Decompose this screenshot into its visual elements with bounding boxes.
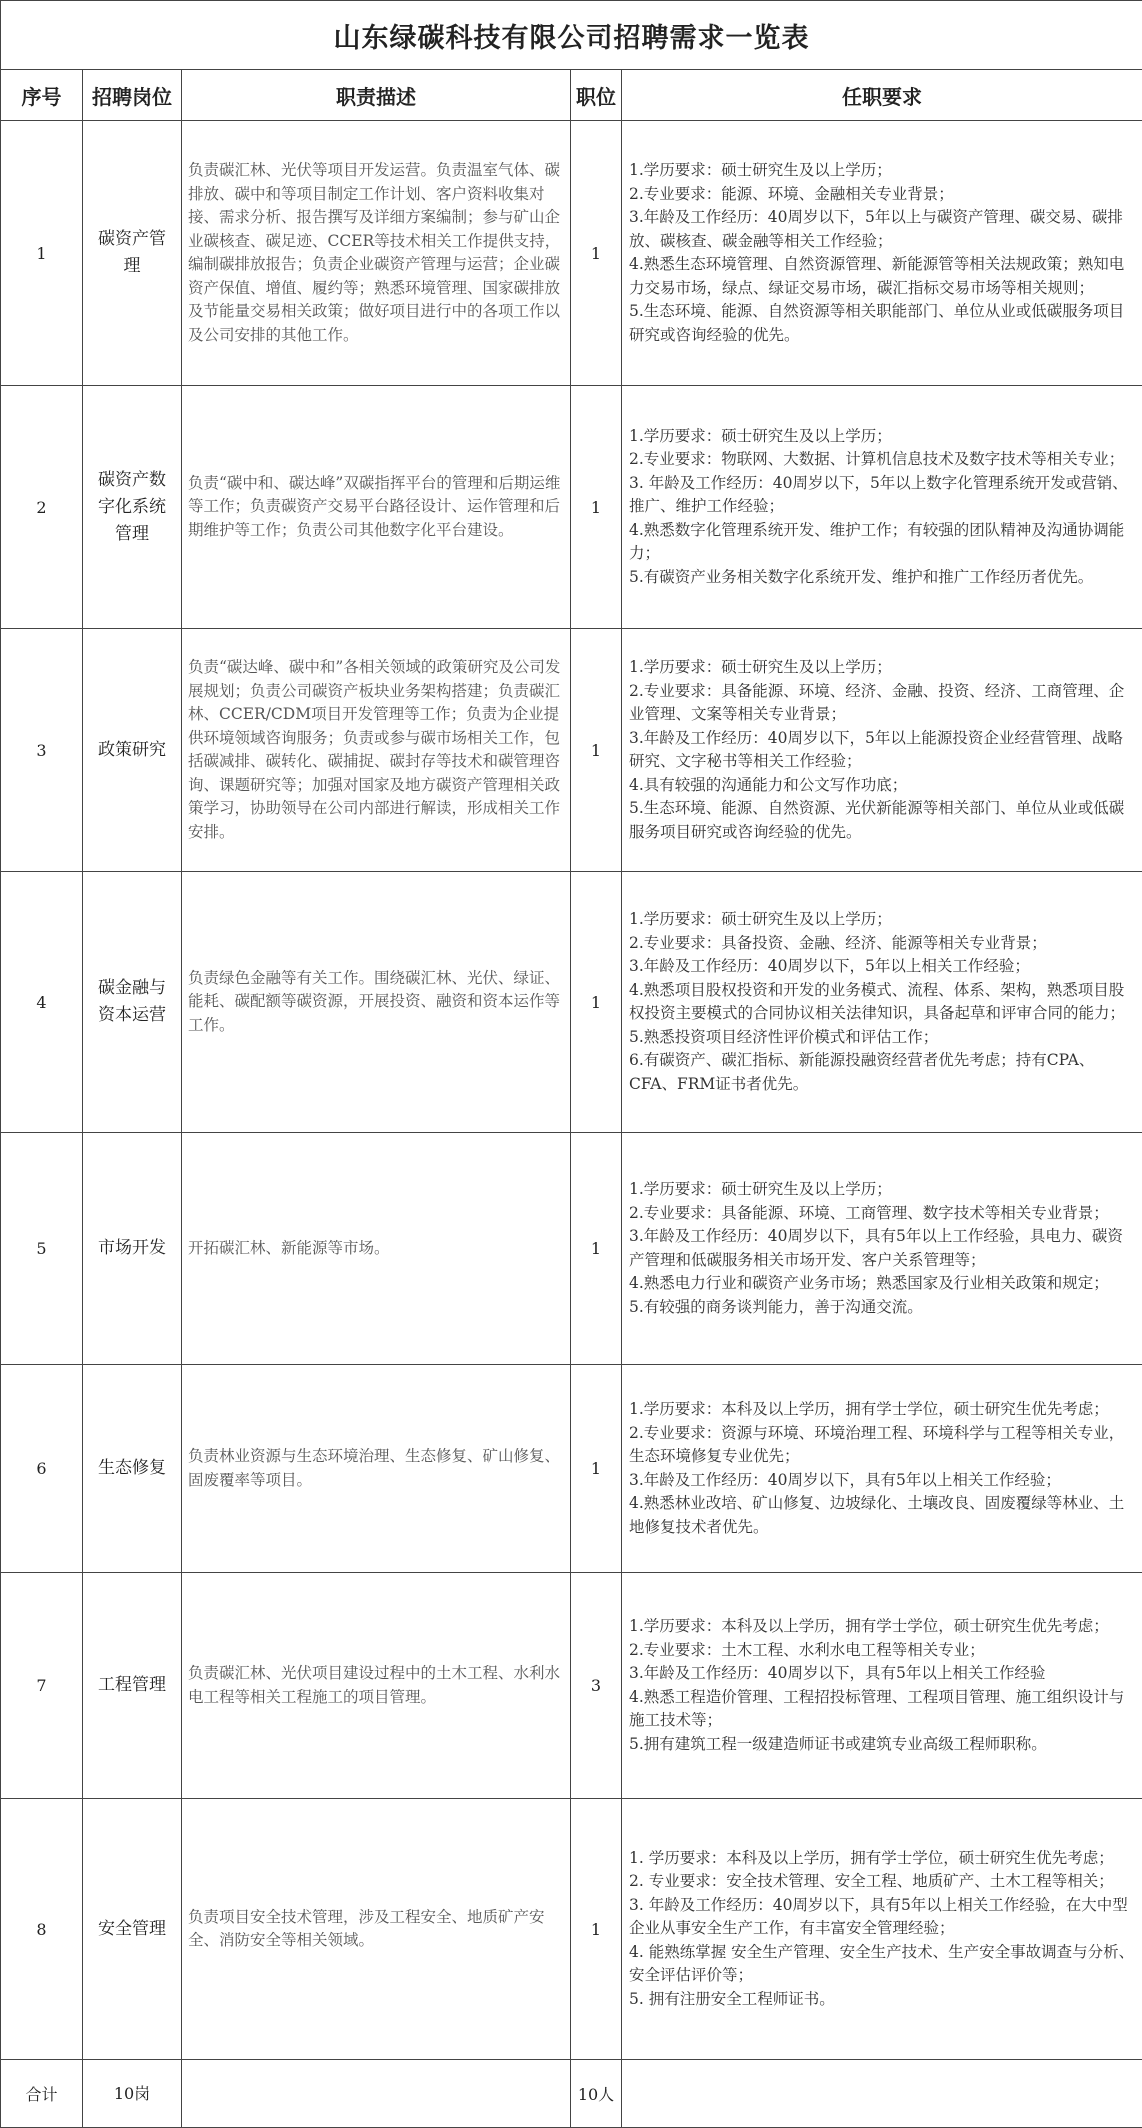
- requirement-line: 1. 学历要求：本科及以上学历，拥有学士学位，硕士研究生优先考虑；: [629, 1847, 1136, 1871]
- row-position: 市场开发: [83, 1133, 182, 1365]
- row-position: 工程管理: [83, 1573, 182, 1799]
- table-row: [1, 386, 1142, 629]
- requirement-line: 3.年龄及工作经历：40周岁以下，具有5年以上相关工作经验；: [629, 1469, 1136, 1493]
- row-number: 7: [1, 1573, 83, 1799]
- row-duties: 负责“碳达峰、碳中和”各相关领域的政策研究及公司发展规划；负责公司碳资产板块业务架构搭建；负责碳汇林、CCER/CDM项目开发管理等工作；负责为企业提供环境领域咨询服务；负责或参与碳市场相关工作，包括碳减排、碳转化、碳捕捉、碳封存等技术和碳管理咨询、课题研究等；加强对国家及地方碳资产管理相关政策学习，协助领导在公司内部进行解读，形成相关工作安排。: [182, 629, 571, 872]
- requirement-line: 3.年龄及工作经历：40周岁以下，具有5年以上相关工作经验: [629, 1662, 1136, 1686]
- row-position: 政策研究: [83, 629, 182, 872]
- requirement-line: 5.生态环境、能源、自然资源、光伏新能源等相关部门、单位从业或低碳服务项目研究或咨询经验的优先。: [629, 797, 1136, 844]
- row-count: 1: [571, 1365, 622, 1573]
- header-count: 职位: [571, 70, 622, 121]
- requirement-line: 5.有碳资产业务相关数字化系统开发、维护和推广工作经历者优先。: [629, 566, 1136, 590]
- row-duties: 负责绿色金融等有关工作。围绕碳汇林、光伏、绿证、能耗、碳配额等碳资源，开展投资、融资和资本运作等工作。: [182, 872, 571, 1133]
- table-row: [1, 1573, 1142, 1799]
- table-row: [1, 121, 1142, 386]
- requirement-line: 4.熟悉项目股权投资和开发的业务模式、流程、体系、架构，熟悉项目股权投资主要模式的合同协议相关法律知识，具备起草和评审合同的能力；: [629, 979, 1136, 1026]
- header-requirements: 任职要求: [622, 70, 1142, 121]
- row-position: 碳资产管理: [83, 121, 182, 386]
- row-duties: 负责林业资源与生态环境治理、生态修复、矿山修复、固废覆率等项目。: [182, 1365, 571, 1573]
- requirement-line: 3.年龄及工作经历：40周岁以下，具有5年以上工作经验，具电力、碳资产管理和低碳服务相关市场开发、客户关系管理等；: [629, 1225, 1136, 1272]
- row-number: 3: [1, 629, 83, 872]
- row-count: 1: [571, 1799, 622, 2060]
- requirement-line: 3. 年龄及工作经历：40周岁以下，具有5年以上相关工作经验，在大中型企业从事安全生产工作，有丰富安全管理经验；: [629, 1894, 1136, 1941]
- row-requirements: [622, 1573, 1142, 1799]
- row-duties: 负责碳汇林、光伏项目建设过程中的土木工程、水利水电工程等相关工程施工的项目管理。: [182, 1573, 571, 1799]
- table-row: [1, 1133, 1142, 1365]
- requirement-line: 2.专业要求：具备能源、环境、经济、金融、投资、经济、工商管理、企业管理、文案等相关专业背景；: [629, 680, 1136, 727]
- requirement-line: 1.学历要求：硕士研究生及以上学历；: [629, 908, 1136, 932]
- row-requirements: [622, 1799, 1142, 2060]
- requirement-line: 3.年龄及工作经历：40周岁以下，5年以上与碳资产管理、碳交易、碳排放、碳核查、碳金融等相关工作经验；: [629, 206, 1136, 253]
- requirement-line: 2.专业要求：能源、环境、金融相关专业背景；: [629, 183, 1136, 207]
- row-requirements: [622, 1133, 1142, 1365]
- requirement-line: 5.拥有建筑工程一级建造师证书或建筑专业高级工程师职称。: [629, 1733, 1136, 1757]
- requirement-line: 5. 拥有注册安全工程师证书。: [629, 1988, 1136, 2012]
- row-duties: 负责碳汇林、光伏等项目开发运营。负责温室气体、碳排放、碳中和等项目制定工作计划、客户资料收集对接、需求分析、报告撰写及详细方案编制；参与矿山企业碳核查、碳足迹、CCER等技术相关工作提供支持，编制碳排放报告；负责企业碳资产管理与运营；企业碳资产保值、增值、履约等；熟悉环境管理、国家碳排放及节能量交易相关政策；做好项目进行中的各项工作以及公司安排的其他工作。: [182, 121, 571, 386]
- requirement-line: 1.学历要求：硕士研究生及以上学历；: [629, 425, 1136, 449]
- requirement-line: 2.专业要求：具备能源、环境、工商管理、数字技术等相关专业背景；: [629, 1202, 1136, 1226]
- requirement-line: 5.生态环境、能源、自然资源等相关职能部门、单位从业或低碳服务项目研究或咨询经验的优先。: [629, 300, 1136, 347]
- row-position: 碳资产数字化系统管理: [83, 386, 182, 629]
- row-number: 1: [1, 121, 83, 386]
- total-label: 合计: [1, 2060, 83, 2128]
- requirement-line: 4.熟悉林业改培、矿山修复、边坡绿化、土壤改良、固废覆绿等林业、土地修复技术者优先。: [629, 1492, 1136, 1539]
- header-position: 招聘岗位: [83, 70, 182, 121]
- table-row: [1, 1799, 1142, 2060]
- row-requirements: [622, 121, 1142, 386]
- requirement-line: 2.专业要求：具备投资、金融、经济、能源等相关专业背景；: [629, 932, 1136, 956]
- row-requirements: [622, 629, 1142, 872]
- row-number: 2: [1, 386, 83, 629]
- requirement-line: 6.有碳资产、碳汇指标、新能源投融资经营者优先考虑；持有CPA、CFA、FRM证书者优先。: [629, 1049, 1136, 1096]
- row-position: 碳金融与资本运营: [83, 872, 182, 1133]
- header-no: 序号: [1, 70, 83, 121]
- requirement-line: 4.熟悉工程造价管理、工程招投标管理、工程项目管理、施工组织设计与施工技术等；: [629, 1686, 1136, 1733]
- table-row: [1, 1365, 1142, 1573]
- requirement-line: 2.专业要求：资源与环境、环境治理工程、环境科学与工程等相关专业，生态环境修复专业优先；: [629, 1422, 1136, 1469]
- row-duties: 开拓碳汇林、新能源等市场。: [182, 1133, 571, 1365]
- requirement-line: 1.学历要求：硕士研究生及以上学历；: [629, 159, 1136, 183]
- requirement-line: 4.具有较强的沟通能力和公文写作功底；: [629, 774, 1136, 798]
- total-duties-empty: [182, 2060, 571, 2128]
- total-row: [1, 2060, 1142, 2128]
- requirement-line: 2.专业要求：土木工程、水利水电工程等相关专业；: [629, 1639, 1136, 1663]
- row-position: 生态修复: [83, 1365, 182, 1573]
- row-number: 8: [1, 1799, 83, 2060]
- requirement-line: 4.熟悉数字化管理系统开发、维护工作；有较强的团队精神及沟通协调能力；: [629, 519, 1136, 566]
- total-requirements-empty: [622, 2060, 1142, 2128]
- row-requirements: [622, 872, 1142, 1133]
- row-position: 安全管理: [83, 1799, 182, 2060]
- header-row: [1, 70, 1142, 121]
- requirement-line: 3.年龄及工作经历：40周岁以下，5年以上相关工作经验；: [629, 955, 1136, 979]
- row-count: 1: [571, 1133, 622, 1365]
- row-count: 1: [571, 872, 622, 1133]
- row-count: 3: [571, 1573, 622, 1799]
- requirement-line: 2.专业要求：物联网、大数据、计算机信息技术及数字技术等相关专业；: [629, 448, 1136, 472]
- row-count: 1: [571, 386, 622, 629]
- requirement-line: 4. 能熟练掌握 安全生产管理、安全生产技术、生产安全事故调查与分析、安全评估评价等；: [629, 1941, 1136, 1988]
- row-number: 5: [1, 1133, 83, 1365]
- row-number: 6: [1, 1365, 83, 1573]
- requirement-line: 4.熟悉电力行业和碳资产业务市场；熟悉国家及行业相关政策和规定；: [629, 1272, 1136, 1296]
- requirement-line: 5.有较强的商务谈判能力，善于沟通交流。: [629, 1296, 1136, 1320]
- table-row: [1, 872, 1142, 1133]
- requirement-line: 2. 专业要求：安全技术管理、安全工程、地质矿产、土木工程等相关；: [629, 1870, 1136, 1894]
- row-count: 1: [571, 121, 622, 386]
- requirement-line: 1.学历要求：本科及以上学历，拥有学士学位，硕士研究生优先考虑；: [629, 1398, 1136, 1422]
- requirement-line: 3.年龄及工作经历：40周岁以下，5年以上能源投资企业经营管理、战略研究、文字秘书等相关工作经验；: [629, 727, 1136, 774]
- requirement-line: 4.熟悉生态环境管理、自然资源管理、新能源管等相关法规政策；熟知电力交易市场，绿点、绿证交易市场，碳汇指标交易市场等相关规则；: [629, 253, 1136, 300]
- row-requirements: [622, 1365, 1142, 1573]
- total-positions: 10岗: [83, 2060, 182, 2128]
- requirement-line: 1.学历要求：本科及以上学历，拥有学士学位，硕士研究生优先考虑；: [629, 1615, 1136, 1639]
- row-duties: 负责项目安全技术管理，涉及工程安全、地质矿产安全、消防安全等相关领域。: [182, 1799, 571, 2060]
- row-number: 4: [1, 872, 83, 1133]
- requirement-line: 1.学历要求：硕士研究生及以上学历；: [629, 1178, 1136, 1202]
- requirement-line: 5.熟悉投资项目经济性评价模式和评估工作；: [629, 1026, 1136, 1050]
- table-title: 山东绿碳科技有限公司招聘需求一览表: [1, 1, 1142, 70]
- total-count: 10人: [571, 2060, 622, 2128]
- requirement-line: 1.学历要求：硕士研究生及以上学历；: [629, 656, 1136, 680]
- row-count: 1: [571, 629, 622, 872]
- row-duties: 负责“碳中和、碳达峰”双碳指挥平台的管理和后期运维等工作；负责碳资产交易平台路径设计、运作管理和后期维护等工作；负责公司其他数字化平台建设。: [182, 386, 571, 629]
- table-row: [1, 629, 1142, 872]
- header-duties: 职责描述: [182, 70, 571, 121]
- row-requirements: [622, 386, 1142, 629]
- requirement-line: 3. 年龄及工作经历：40周岁以下，5年以上数字化管理系统开发或营销、推广、维护工作经验；: [629, 472, 1136, 519]
